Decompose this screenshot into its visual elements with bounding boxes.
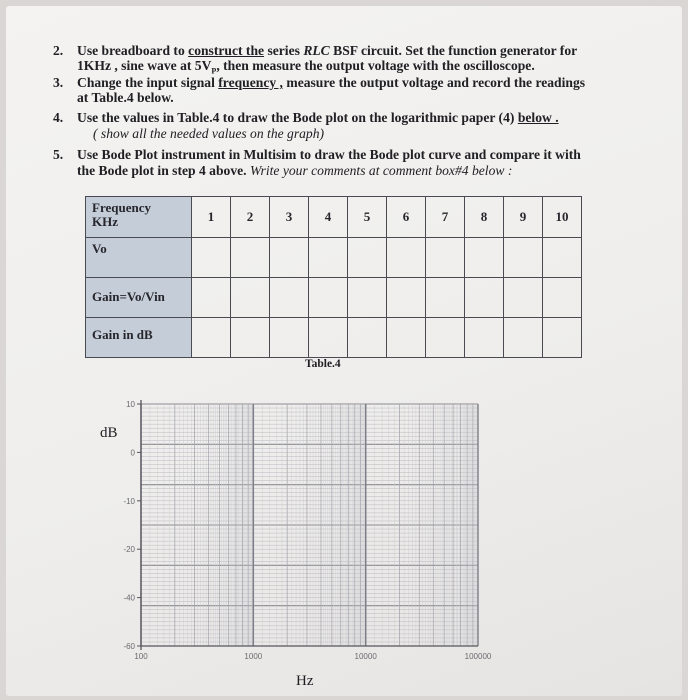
column-header: 6 (387, 197, 426, 238)
table-cell[interactable] (387, 278, 426, 318)
instruction-line: Use Bode Plot instrument in Multisim to draw the Bode plot curve and compare it with (77, 147, 581, 162)
x-tick-label: 10000 (354, 652, 377, 661)
table-cell[interactable] (426, 238, 465, 278)
instruction-number: 4. (53, 110, 64, 125)
table-caption: Table.4 (305, 358, 341, 370)
instruction-4 (53, 110, 673, 144)
row-label-vo: Vo (86, 238, 192, 278)
table-cell[interactable] (543, 278, 582, 318)
y-tick-label: 10 (126, 400, 135, 409)
instruction-number: 2. (53, 43, 64, 58)
instruction-5 (53, 147, 673, 181)
column-header: 1 (192, 197, 231, 238)
column-header: 7 (426, 197, 465, 238)
table-cell[interactable] (348, 278, 387, 318)
instruction-2 (53, 43, 673, 77)
table-cell[interactable] (270, 278, 309, 318)
table-cell[interactable] (504, 278, 543, 318)
table-cell[interactable] (465, 318, 504, 358)
bode-plot-paper[interactable] (96, 390, 516, 690)
table-cell[interactable] (231, 318, 270, 358)
column-header: 8 (465, 197, 504, 238)
y-tick-label: 0 (130, 448, 135, 458)
x-tick-label: 100 (134, 652, 148, 661)
worksheet-page (6, 6, 682, 696)
instruction-number: 5. (53, 147, 64, 162)
frequency-header: Frequency KHz (86, 197, 192, 238)
table-cell[interactable] (426, 278, 465, 318)
table-cell[interactable] (309, 278, 348, 318)
table-cell[interactable] (504, 318, 543, 358)
table-cell[interactable] (504, 238, 543, 278)
y-tick-label: -10 (123, 496, 135, 506)
column-header: 5 (348, 197, 387, 238)
table-cell[interactable] (192, 278, 231, 318)
log-grid (96, 390, 516, 690)
table-cell[interactable] (231, 238, 270, 278)
instruction-line: Use breadboard to construct the series RLC BSF circuit. Set the function generator for (77, 43, 578, 58)
column-header: 2 (231, 197, 270, 238)
column-header: 4 (309, 197, 348, 238)
instruction-line: Change the input signal frequency , measure the output voltage and record the readings (77, 75, 586, 90)
row-label-gain-db: Gain in dB (86, 318, 192, 358)
table-cell[interactable] (387, 238, 426, 278)
instruction-line: ( show all the needed values on the graph) (93, 126, 325, 141)
table-cell[interactable] (192, 238, 231, 278)
instruction-line: at Table.4 below. (77, 90, 174, 105)
x-tick-label: 1000 (244, 652, 263, 661)
table-4 (85, 196, 582, 358)
y-tick-label: -40 (123, 593, 135, 603)
y-tick-label: -20 (123, 545, 135, 555)
table-cell[interactable] (348, 238, 387, 278)
table-header-row (86, 197, 582, 238)
table-cell[interactable] (465, 238, 504, 278)
table-cell[interactable] (543, 318, 582, 358)
x-axis-label: Hz (296, 673, 314, 689)
column-header: 3 (270, 197, 309, 238)
table-cell[interactable] (426, 318, 465, 358)
table-row (86, 318, 582, 358)
instruction-number: 3. (53, 75, 64, 90)
table-cell[interactable] (270, 318, 309, 358)
table-cell[interactable] (387, 318, 426, 358)
table-cell[interactable] (348, 318, 387, 358)
y-tick-label: -60 (123, 642, 135, 651)
y-axis-label: dB (100, 425, 118, 441)
table-row (86, 238, 582, 278)
instruction-line: 1KHz , sine wave at $5V_P$, then measure the output voltage with the oscilloscope. (77, 58, 535, 76)
table-cell[interactable] (270, 238, 309, 278)
instruction-line: the Bode plot in step 4 above. Write your comments at comment box#4 below : (77, 163, 513, 178)
instruction-3 (53, 75, 673, 109)
table-cell[interactable] (465, 278, 504, 318)
table-cell[interactable] (231, 278, 270, 318)
table-row (86, 278, 582, 318)
table-cell[interactable] (543, 238, 582, 278)
row-label-gain: Gain=Vo/Vin (86, 278, 192, 318)
instruction-line: Use the values in Table.4 to draw the Bode plot on the logarithmic paper (4) below . (77, 110, 559, 125)
table-cell[interactable] (192, 318, 231, 358)
table-cell[interactable] (309, 318, 348, 358)
column-header: 10 (543, 197, 582, 238)
x-tick-label: 100000 (464, 652, 492, 661)
column-header: 9 (504, 197, 543, 238)
table-cell[interactable] (309, 238, 348, 278)
